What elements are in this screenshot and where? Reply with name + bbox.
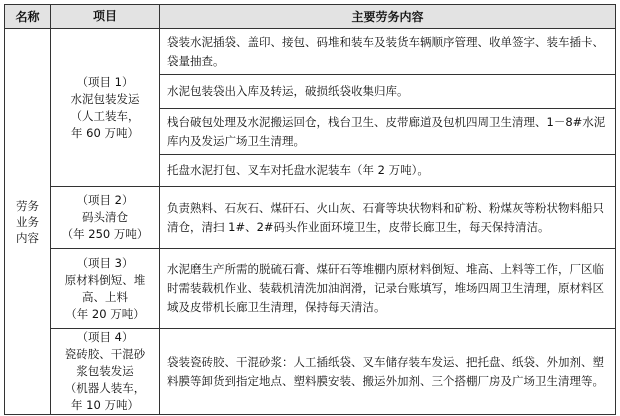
table-row bbox=[5, 249, 616, 329]
header-category: 名称 bbox=[5, 5, 51, 29]
header-content: 主要劳务内容 bbox=[160, 5, 616, 29]
project-name-cell bbox=[51, 187, 160, 249]
project-name-line: （年 250 万吨） bbox=[61, 227, 149, 241]
project-name-line: （项目 3） bbox=[76, 255, 134, 270]
project-name-line: （人工装车， bbox=[70, 108, 140, 123]
category-label-line: 劳务 bbox=[16, 198, 39, 213]
table-row bbox=[5, 187, 616, 249]
content-cell: 托盘水泥打包、叉车对托盘水泥装车（年 2 万吨）。 bbox=[160, 155, 616, 187]
category-label-line: 业务 bbox=[16, 214, 39, 229]
project-name-line: 原材料倒短、堆 bbox=[64, 272, 146, 287]
project-name-cell bbox=[51, 29, 160, 187]
content-cell: 栈台破包处理及水泥搬运回仓，栈台卫生、皮带廊道及包机四周卫生清理、1－8#水泥库内及发运广场卫生清理。 bbox=[160, 109, 616, 155]
project-name-line: （机器人装车， bbox=[64, 381, 146, 395]
table-row bbox=[5, 329, 616, 415]
table-row bbox=[5, 29, 616, 75]
header-project: 项目 bbox=[51, 5, 160, 29]
project-name-line: 年 60 万吨） bbox=[71, 125, 139, 140]
project-name-line: 浆包装发运 bbox=[76, 364, 134, 378]
content-cell: 负责熟料、石灰石、煤矸石、火山灰、石膏等块状物料和矿粉、粉煤灰等粉状物料船只清仓，清扫 1#、2#码头作业面环境卫生，皮带长廊卫生，每天保持清洁。 bbox=[160, 187, 616, 249]
content-cell: 袋装瓷砖胶、干混砂浆：人工插纸袋、叉车储存装车发运、把托盘、纸袋、外加剂、塑料膜等卸货到指定地点、塑料膜安装、搬运外加剂、三个搭棚厂房及广场卫生清理等。 bbox=[160, 329, 616, 415]
content-cell: 袋装水泥插袋、盖印、接包、码堆和装车及装货车辆顺序管理、收单签字、装车插卡、袋量抽查。 bbox=[160, 29, 616, 75]
project-name-line: （年 20 万吨） bbox=[65, 306, 145, 321]
content-cell: 水泥磨生产所需的脱硫石膏、煤矸石等堆棚内原材料倒短、堆高、上料等工作，厂区临时需装载机作业、装载机清洗加油润滑，记录台账填写，堆场四周卫生清理，原材料区域及皮带机长廊卫生清理，保持每天清洁。 bbox=[160, 249, 616, 329]
project-name-line: 码头清仓 bbox=[82, 210, 128, 224]
labor-table-wrapper bbox=[4, 4, 616, 412]
project-name-line: 瓷砖胶、干混砂 bbox=[64, 347, 146, 361]
project-name-line: 年 10 万吨） bbox=[71, 398, 139, 412]
project-name-cell bbox=[51, 329, 160, 415]
table-header-row bbox=[5, 5, 616, 29]
project-name-line: 水泥包装发运 bbox=[70, 91, 140, 106]
project-name-line: （项目 4） bbox=[76, 330, 134, 344]
category-cell bbox=[5, 29, 51, 415]
category-label-line: 内容 bbox=[16, 230, 39, 245]
project-name-line: （项目 1） bbox=[76, 74, 134, 89]
content-cell: 水泥包装袋出入库及转运，破损纸袋收集归库。 bbox=[160, 75, 616, 109]
labor-content-table bbox=[4, 4, 616, 415]
project-name-cell bbox=[51, 249, 160, 329]
project-name-line: （项目 2） bbox=[76, 193, 134, 207]
project-name-line: 高、上料 bbox=[82, 289, 128, 304]
